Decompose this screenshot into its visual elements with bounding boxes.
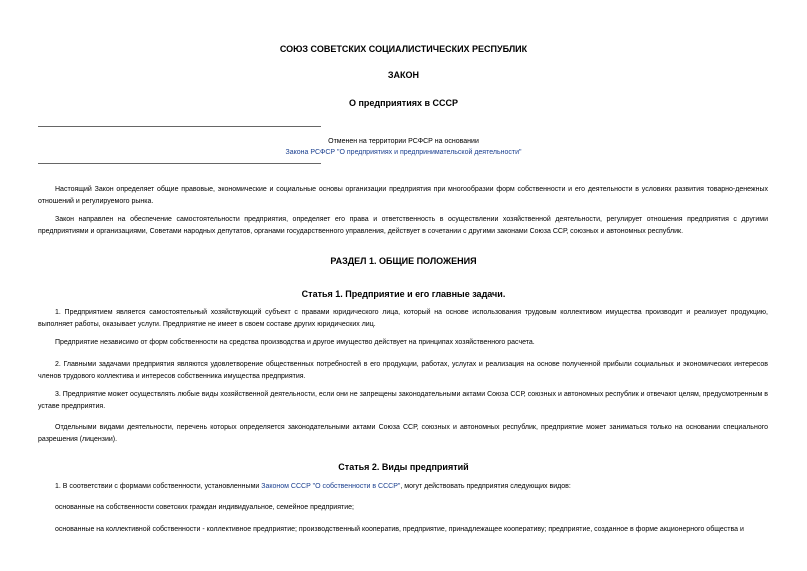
property-law-link[interactable]: Законом СССР "О собственности в СССР"	[261, 483, 401, 490]
article-1-paragraph-1: 1. Предприятием является самостоятельный хозяйствующий субъект с правами юридического лица, который на основе использования трудовым коллективом имущества производит и реализует продукцию, выполняет работы, оказывает услуги. Предприятие не имеет в своем составе других юридических лиц.	[38, 309, 768, 328]
repeal-law-link[interactable]: Закона РСФСР "О предприятиях и предпринимательской деятельности"	[285, 149, 522, 156]
article-1-heading: Статья 1. Предприятие и его главные задачи.	[301, 289, 506, 299]
article-2-paragraph-3: основанные на коллективной собственности - коллективное предприятие; производственный кооператив, предприятие, принадлежащее кооперативу; предприятие, созданное в форме акционерного общества и	[55, 526, 744, 533]
article-2-paragraph-2: основанные на собственности советских граждан индивидуальное, семейное предприятие;	[55, 504, 354, 511]
article-1-paragraph-3: 2. Главными задачами предприятия являются удовлетворение общественных потребностей в его продукции, работах, услугах и реализация на основе полученной прибыли социальных и экономических интересов членов трудового коллектива и интересов собственника имущества предприятия.	[38, 361, 768, 380]
section-1-heading: РАЗДЕЛ 1. ОБЩИЕ ПОЛОЖЕНИЯ	[330, 256, 477, 266]
repeal-note-text: Отменен на территории РСФСР на основании	[328, 138, 479, 145]
preamble-paragraph-1: Настоящий Закон определяет общие правовые, экономические и социальные основы организации предприятия при многообразии форм собственности и его деятельности в условиях развития товарно-денежных отношений и регулируемого рынка.	[38, 186, 768, 205]
preamble-paragraph-2: Закон направлен на обеспечение самостоятельности предприятия, определяет его права и ответственность в осуществлении хозяйственной деятельности, регулирует отношения предприятия с другими предприятиями и организациями, Советами народных депутатов, органами государственного управления, действует в сочетании с другими законами Союза ССР, союзных и автономных республик.	[38, 216, 768, 235]
document-type: ЗАКОН	[387, 70, 420, 80]
article-1-paragraph-4: 3. Предприятие может осуществлять любые виды хозяйственной деятельности, если они не запрещены законодательными актами Союза ССР, союзных и автономных республик и отвечают целям, предусмотренным в уставе предприятия.	[38, 391, 768, 410]
repeal-note-link-line	[0, 148, 807, 158]
article-2-heading: Статья 2. Виды предприятий	[338, 462, 469, 472]
bottom-rule	[38, 163, 321, 164]
article-1-paragraph-2: Предприятие независимо от форм собственности на средства производства и другое имущество действует на принципах хозяйственного расчета.	[55, 339, 535, 346]
document-title: О предприятиях в СССР	[348, 98, 459, 108]
top-rule	[38, 126, 321, 127]
state-name: СОЮЗ СОВЕТСКИХ СОЦИАЛИСТИЧЕСКИХ РЕСПУБЛИК	[279, 44, 528, 54]
article-1-paragraph-5: Отдельными видами деятельности, перечень которых определяется законодательными актами Союза ССР, союзных и автономных республик, предприятие может заниматься только на основании специального разрешения (лицензии).	[38, 424, 768, 443]
article-2-paragraph-1: 1. В соответствии с формами собственности, установленными Законом СССР "О собственности в СССР", могут действовать предприятия следующих видов:	[55, 483, 571, 490]
